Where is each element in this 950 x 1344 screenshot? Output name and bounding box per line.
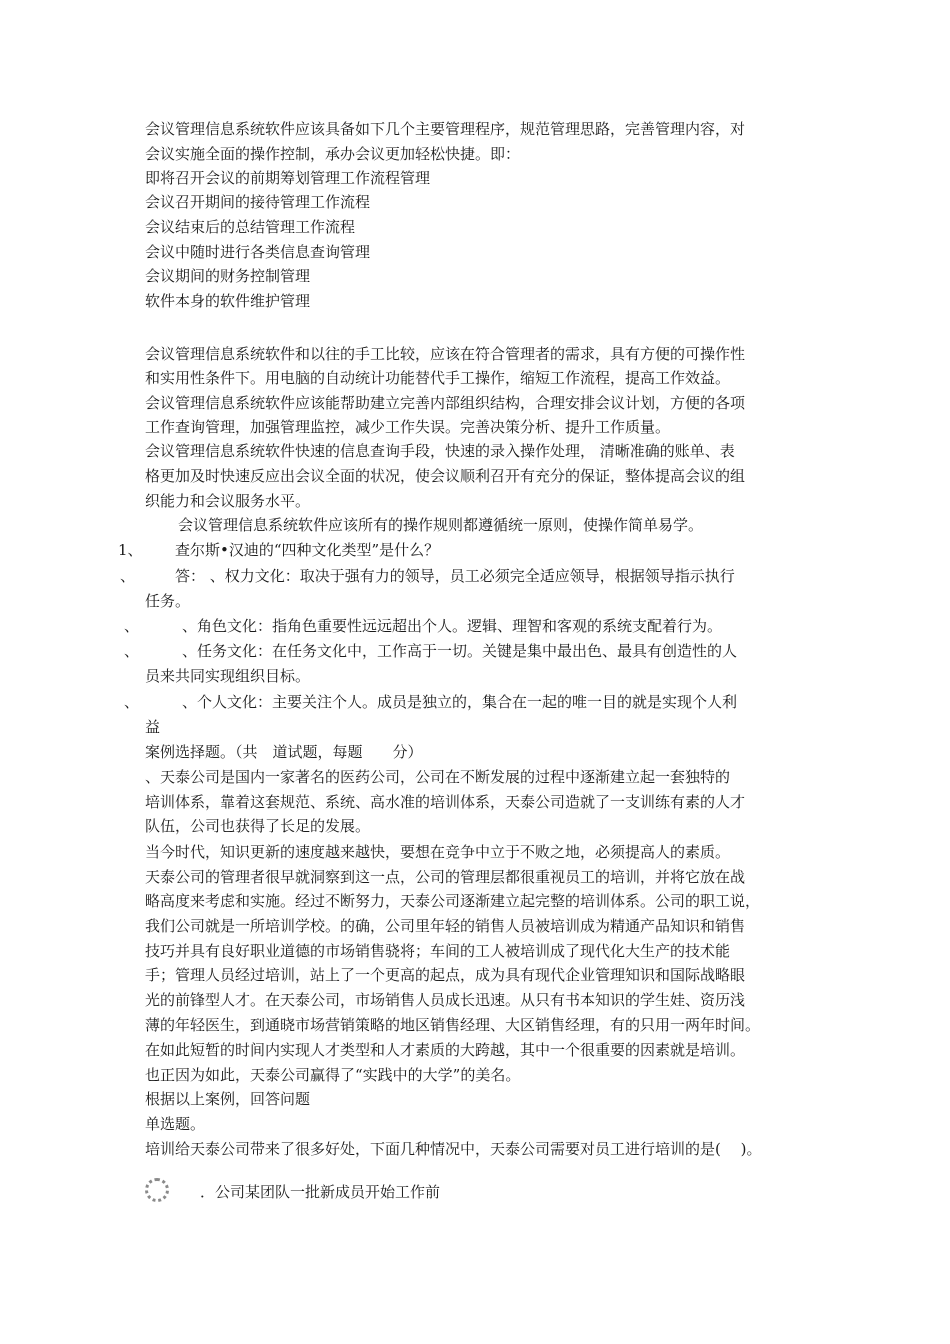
list-marker: 、 [124, 642, 140, 660]
text-line: 我们公司就是一所培训学校。的确，公司里年轻的销售人员被培训成为精通产品知识和销售 [145, 917, 746, 935]
text-line: 当今时代，知识更新的速度越来越快，要想在竞争中立于不败之地，必须提高人的素质。 [145, 843, 731, 861]
text-line: 会议召开期间的接待管理工作流程 [145, 193, 371, 211]
text-line: 光的前锋型人才。在天泰公司，市场销售人员成长迅速。从只有书本知识的学生娃、资历浅 [145, 991, 746, 1009]
question-title: 查尔斯•汉迪的“四种文化类型”是什么？ [175, 541, 440, 559]
text-line: 会议中随时进行各类信息查询管理 [145, 243, 371, 261]
list-marker: 、 [124, 693, 140, 711]
text-line: 天泰公司的管理者很早就洞察到这一点，公司的管理层都很重视员工的培训，并将它放在战 [145, 868, 746, 886]
text-line: 即将召开会议的前期筹划管理工作流程管理 [145, 169, 431, 187]
text-line: 员来共同实现组织目标。 [145, 667, 311, 685]
text-line: 单选题。 [145, 1115, 206, 1133]
text-line: 也正因为如此，天泰公司赢得了“实践中的大学”的美名。 [145, 1066, 521, 1084]
list-marker: 、 [124, 617, 140, 635]
text-line: 会议结束后的总结管理工作流程 [145, 218, 356, 236]
text-line: 技巧并具有良好职业道德的市场销售骁将；车间的工人被培训成了现代化大生产的技术能 [145, 942, 731, 960]
text-line: 会议管理信息系统软件应该能帮助建立完善内部组织结构，合理安排会议计划，方便的各项 [145, 394, 746, 412]
text-line: 根据以上案例，回答问题 [145, 1090, 311, 1108]
text-line: 答： 、权力文化：取决于强有力的领导，员工必须完全适应领导，根据领导指示执行 [175, 567, 735, 585]
text-line: 手；管理人员经过培训，站上了一个更高的起点，成为具有现代企业管理知识和国际战略眼 [145, 966, 746, 984]
text-line: 队伍，公司也获得了长足的发展。 [145, 817, 371, 835]
option-radio[interactable] [145, 1178, 169, 1202]
section-heading: 案例选择题。（共 道试题，每题 分） [145, 743, 423, 761]
option-label: ．公司某团队一批新成员开始工作前 [200, 1183, 441, 1201]
text-line: 、个人文化：主要关注个人。成员是独立的，集合在一起的唯一目的就是实现个人利 [182, 693, 738, 711]
text-line: 会议实施全面的操作控制，承办会议更加轻松快捷。即： [145, 145, 521, 163]
text-line: 会议管理信息系统软件应该具备如下几个主要管理程序，规范管理思路，完善管理内容，对 [145, 120, 746, 138]
text-line: 织能力和会议服务水平。 [145, 492, 311, 510]
text-line: 益 [145, 718, 161, 736]
text-line: 会议管理信息系统软件应该所有的操作规则都遵循统一原则，使操作简单易学。 [178, 516, 704, 534]
text-line: 、天泰公司是国内一家著名的医药公司，公司在不断发展的过程中逐渐建立起一套独特的 [145, 768, 731, 786]
text-line: 在如此短暂的时间内实现人才类型和人才素质的大跨越，其中一个很重要的因素就是培训。 [145, 1041, 746, 1059]
text-line: 工作查询管理，加强管理监控，减少工作失误。完善决策分析、提升工作质量。 [145, 418, 671, 436]
text-line: 培训体系，靠着这套规范、系统、高水准的培训体系，天泰公司造就了一支训练有素的人才 [145, 793, 746, 811]
text-line: 略高度来考虑和实施。经过不断努力，天泰公司逐渐建立起完整的培训体系。公司的职工说， [145, 892, 761, 910]
text-line: 任务。 [145, 592, 191, 610]
text-line: 、角色文化：指角色重要性远远超出个人。逻辑、理智和客观的系统支配着行为。 [182, 617, 723, 635]
question-prompt: 培训给天泰公司带来了很多好处，下面几种情况中，天泰公司需要对员工进行培训的是( )。 [145, 1140, 762, 1158]
text-line: 薄的年轻医生，到通晓市场营销策略的地区销售经理、大区销售经理，有的只用一两年时间。 [145, 1016, 761, 1034]
text-line: 格更加及时快速反应出会议全面的状况，使会议顺利召开有充分的保证，整体提高会议的组 [145, 467, 746, 485]
text-line: 会议期间的财务控制管理 [145, 267, 311, 285]
text-line: 和实用性条件下。用电脑的自动统计功能替代手工操作，缩短工作流程，提高工作效益。 [145, 369, 731, 387]
list-marker: 、 [120, 567, 136, 585]
text-line: 软件本身的软件维护管理 [145, 292, 311, 310]
text-line: 、任务文化：在任务文化中，工作高于一切。关键是集中最出色、最具有创造性的人 [182, 642, 738, 660]
question-number: 1、 [118, 541, 143, 559]
text-line: 会议管理信息系统软件和以往的手工比较，应该在符合管理者的需求，具有方便的可操作性 [145, 345, 746, 363]
text-line: 会议管理信息系统软件快速的信息查询手段，快速的录入操作处理， 清晰准确的账单、表 [145, 442, 735, 460]
